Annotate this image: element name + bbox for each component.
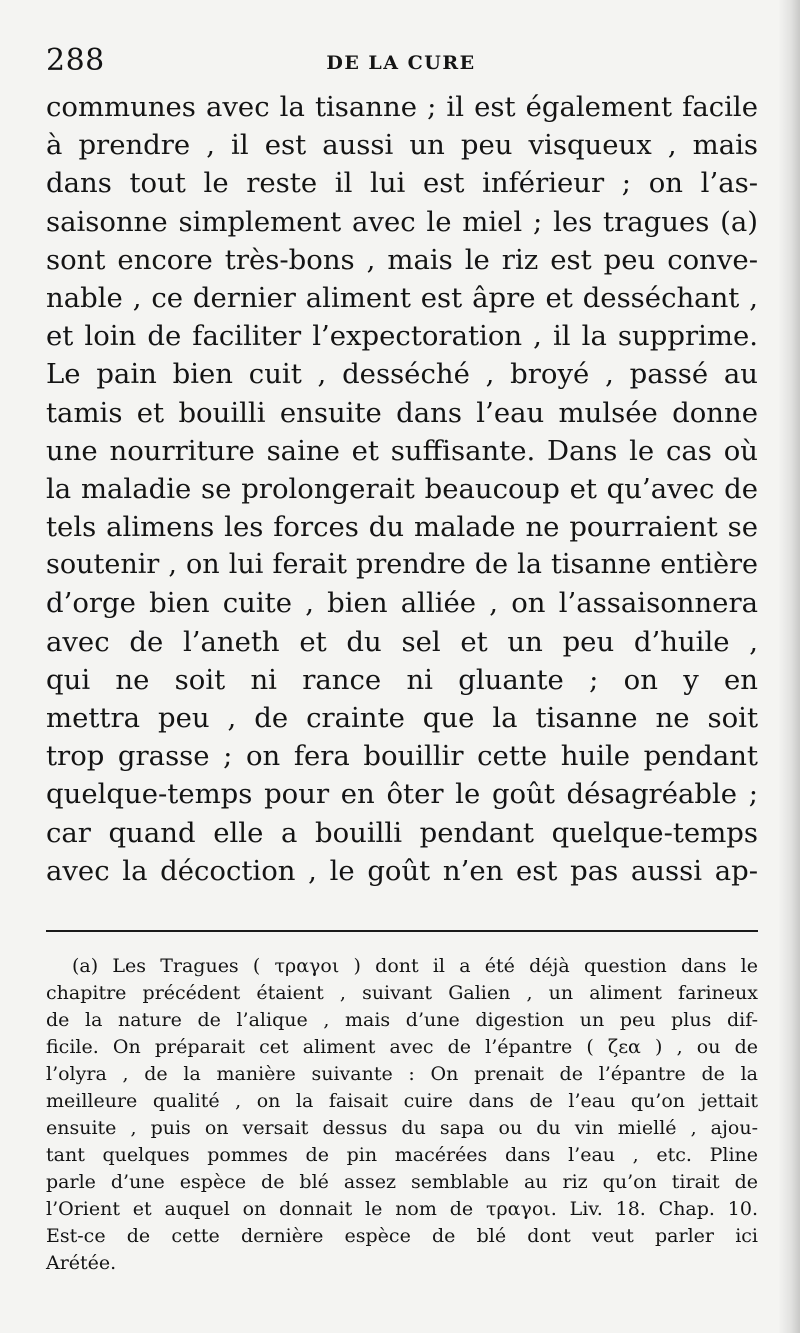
body-line: trop grasse ; on fera bouillir cette huile pendant: [46, 740, 758, 773]
body-line: Le pain bien cuit , desséché , broyé , passé au: [46, 358, 758, 391]
body-line: soutenir , on lui ferait prendre de la tisanne entière: [46, 549, 758, 581]
body-line: dans tout le reste il lui est inférieur ; on l’as-: [46, 167, 758, 200]
footnote-line: Arétée.: [46, 1252, 117, 1274]
footnote-line: meilleure qualité , on la faisait cuire dans de l’eau qu’on jettait: [46, 1090, 758, 1112]
page-number: 288: [46, 43, 105, 78]
body-line: tels alimens les forces du malade ne pourraient se: [46, 511, 758, 544]
body-line: qui ne soit ni rance ni gluante ; on y en: [46, 663, 758, 696]
footnote-line: (a) Les Tragues ( τραγοι ) dont il a été déjà question dans le: [72, 955, 758, 977]
footnote-line: parle d’une espèce de blé assez semblable au riz qu’on tirait de: [46, 1171, 758, 1193]
body-line: à prendre , il est aussi un peu visqueux , mais: [46, 129, 758, 162]
footnote-line: l’olyra , de la manière suivante : On prenait de l’épantre de la: [46, 1063, 758, 1085]
body-line: quelque-temps pour en ôter le goût désagréable ;: [46, 778, 758, 811]
footnote-line: ensuite , puis on versait dessus du sapa ou du vin miellé , ajou-: [46, 1117, 758, 1139]
body-line: nable , ce dernier aliment est âpre et desséchant ,: [46, 281, 758, 314]
page-edge-shadow: [778, 0, 800, 1333]
body-line: la maladie se prolongerait beaucoup et qu’avec de: [46, 472, 758, 505]
body-line: sont encore très-bons , mais le riz est peu conve-: [46, 243, 758, 276]
body-line: d’orge bien cuite , bien alliée , on l’assaisonnera: [46, 587, 758, 620]
footnote-line: chapitre précédent étaient , suivant Galien , un aliment farineux: [46, 982, 758, 1004]
body-line: et loin de faciliter l’expectoration , il la supprime.: [46, 320, 758, 353]
page-header: [46, 44, 756, 84]
body-line: une nourriture saine et suffisante. Dans le cas où: [46, 434, 758, 467]
running-title: DE LA CURE: [326, 52, 476, 74]
footnote-line: Est-ce de cette dernière espèce de blé dont veut parler ici: [46, 1225, 758, 1247]
body-line: mettra peu , de crainte que la tisanne ne soit: [46, 702, 758, 734]
footnote-line: l’Orient et auquel on donnait le nom de τραγοι. Liv. 18. Chap. 10.: [46, 1198, 758, 1220]
footnote-line: ficile. On préparait cet aliment avec de l’épantre ( ζεα ) , ou de: [46, 1036, 758, 1058]
body-line: avec la décoction , le goût n’en est pas aussi ap-: [46, 854, 758, 887]
footnote-line: de la nature de l’alique , mais d’une digestion un peu plus dif-: [46, 1009, 758, 1031]
body-line: saisonne simplement avec le miel ; les tragues (a): [46, 205, 758, 238]
footnote-line: tant quelques pommes de pin macérées dans l’eau , etc. Pline: [46, 1144, 758, 1166]
body-text: [46, 88, 758, 890]
body-line: communes avec la tisanne ; il est également facile: [46, 91, 758, 123]
footnote-separator-rule: [46, 930, 758, 932]
footnote: [46, 953, 758, 1277]
body-line: tamis et bouilli ensuite dans l’eau mulsée donne: [46, 396, 758, 429]
body-line: avec de l’aneth et du sel et un peu d’huile ,: [46, 625, 758, 658]
body-line: car quand elle a bouilli pendant quelque-temps: [46, 816, 758, 849]
